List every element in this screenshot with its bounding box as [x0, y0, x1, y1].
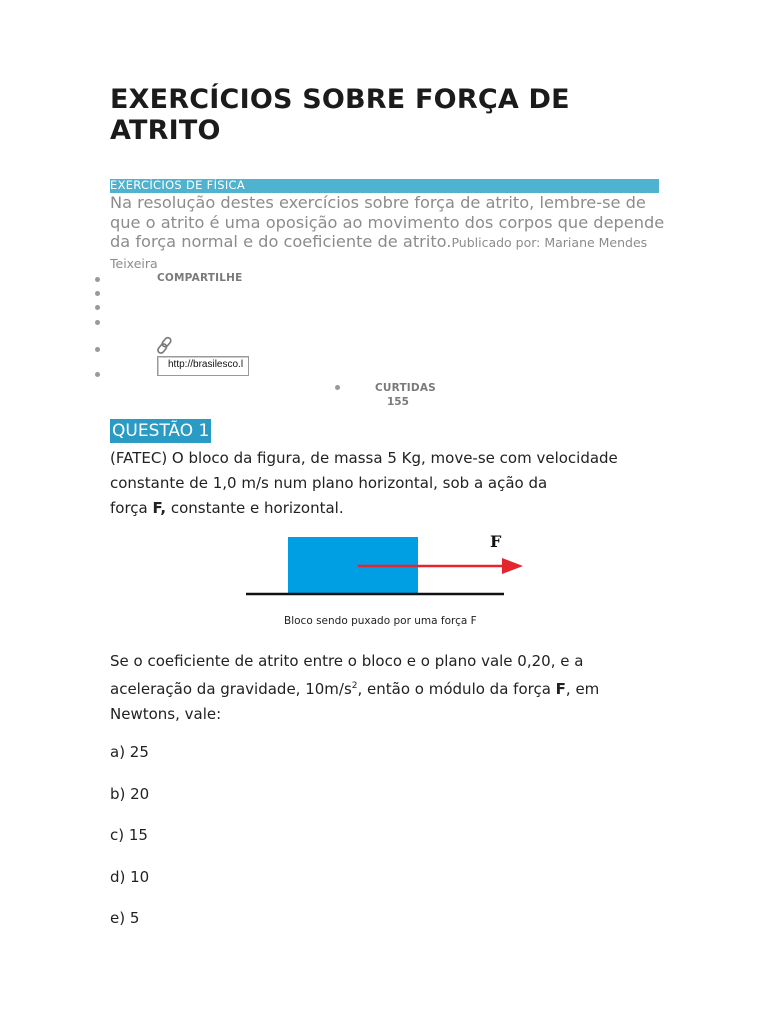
force-symbol: F: [555, 680, 566, 698]
list-bullet: [335, 385, 340, 390]
likes-count: 155: [387, 396, 409, 408]
list-bullet: [95, 320, 100, 325]
likes-label: CURTIDAS: [375, 382, 436, 394]
answer-option-a: a) 25: [110, 743, 149, 761]
answer-option-d: d) 10: [110, 868, 150, 886]
prompt-line: [110, 674, 650, 702]
force-symbol: F,: [152, 499, 167, 517]
figure-caption: Bloco sendo puxado por uma força F: [284, 615, 477, 627]
list-bullet: [95, 277, 100, 282]
share-url-field[interactable]: [157, 356, 249, 376]
prompt-line: Newtons, vale:: [110, 705, 222, 723]
intro-text: força: [110, 499, 153, 517]
prompt-line: Se o coeficiente de atrito entre o bloco e o plano vale 0,20, e a: [110, 652, 584, 670]
share-label: COMPARTILHE: [157, 272, 243, 284]
question-prompt: [110, 649, 650, 727]
page-title: EXERCÍCIOS SOBRE FORÇA DE ATRITO: [110, 84, 570, 146]
list-bullet: [95, 305, 100, 310]
list-bullet: [95, 291, 100, 296]
prompt-text: aceleração da gravidade, 10m/s: [110, 680, 352, 698]
prompt-text: , em: [565, 680, 600, 698]
question-badge: QUESTÃO 1: [112, 421, 210, 441]
category-link[interactable]: EXERCÍCIOS DE FÍSICA: [110, 178, 246, 192]
prompt-text: , então o módulo da força: [357, 680, 556, 698]
block-force-figure: [240, 530, 530, 602]
answer-option-e: e) 5: [110, 909, 140, 927]
exponent: 2: [351, 681, 358, 691]
byline: Publicado por: Mariane Mendes Teixeira: [110, 235, 648, 271]
question-intro: [110, 446, 650, 521]
share-url-text: http://brasilesco.l: [168, 359, 244, 370]
intro-line: constante de 1,0 m/s num plano horizontal, sob a ação da: [110, 474, 548, 492]
category-bar: [110, 179, 659, 193]
link-icon[interactable]: [156, 336, 176, 356]
force-label: F: [490, 532, 502, 551]
intro-text: constante e horizontal.: [166, 499, 344, 517]
answer-option-c: c) 15: [110, 826, 148, 844]
list-bullet: [95, 347, 100, 352]
intro-line: [110, 496, 650, 521]
list-bullet: [95, 372, 100, 377]
force-arrow-head: [502, 558, 523, 574]
answer-option-b: b) 20: [110, 785, 150, 803]
lead-text: Na resolução destes exercícios sobre força de atrito, lembre-se de que o atrito é uma oposição ao movimento dos corpos que depende da força normal e do coeficiente de atrito.: [110, 193, 665, 251]
article-lead: [110, 193, 670, 273]
intro-line: (FATEC) O bloco da figura, de massa 5 Kg, move-se com velocidade: [110, 449, 618, 467]
